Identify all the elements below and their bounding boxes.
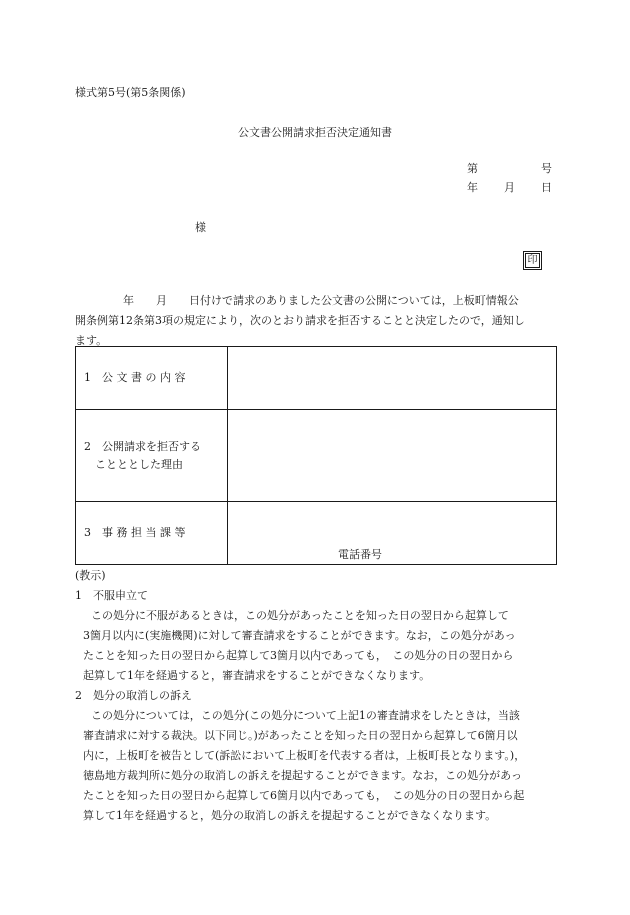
note-2-title: 2 処分の取消しの訴え bbox=[75, 689, 192, 702]
row-label-content: 1 公 文 書 の 内 容 bbox=[76, 347, 228, 410]
note-1-line: この処分に不服があるときは，この処分があったことを知った日の翌日から起算して bbox=[91, 609, 509, 622]
note-1-line: たことを知った日の翌日から起算して3箇月以内であっても， この処分の日の翌日から bbox=[83, 649, 514, 662]
body-paragraph bbox=[75, 291, 557, 351]
note-1-line: 3箇月以内に(実施機関)に対して審査請求をすることができます。なお，この処分があっ bbox=[83, 629, 516, 642]
row-value-department bbox=[228, 502, 557, 565]
number-label: 第 bbox=[467, 162, 478, 175]
row-label-department: 3 事 務 担 当 課 等 bbox=[76, 502, 228, 565]
row-label-reason-a: 2 公開請求を拒否する bbox=[84, 439, 201, 453]
table-row-department bbox=[76, 502, 557, 565]
seal-stamp bbox=[523, 251, 542, 270]
instruction-notes bbox=[75, 566, 557, 826]
date-year: 年 bbox=[467, 181, 478, 194]
date-day: 日 bbox=[541, 181, 552, 194]
body-line-3: ます。 bbox=[75, 334, 108, 347]
seal-mark: 印 bbox=[525, 253, 540, 268]
note-1-line: 起算して1年を経過すると，審査請求をすることができなくなります。 bbox=[83, 669, 431, 682]
row-label-reason-b: ことととした理由 bbox=[84, 457, 183, 471]
note-2-line: 徳島地方裁判所に処分の取消しの訴えを提起することができます。なお，この処分があっ bbox=[83, 769, 523, 782]
row-label-reason bbox=[76, 410, 228, 502]
table-row-reason bbox=[76, 410, 557, 502]
body-line-1 bbox=[75, 291, 557, 311]
date-month: 月 bbox=[504, 181, 515, 194]
note-2-line: この処分については，この処分(この処分について上記1の審査請求をしたときは，当該 bbox=[91, 709, 520, 722]
note-2-line: たことを知った日の翌日から起算して6箇月以内であっても， この処分の日の翌日から起 bbox=[83, 789, 525, 802]
table-row-content bbox=[76, 347, 557, 410]
row-value-content bbox=[228, 347, 557, 410]
document-number bbox=[467, 160, 552, 176]
body-line-2: 開条例第12条第3項の規定により，次のとおり請求を拒否することと決定したので，通知し bbox=[75, 314, 525, 327]
phone-number-label: 電話番号 bbox=[338, 548, 382, 561]
note-2-line: 内に，上板町を被告として(訴訟において上板町を代表する者は，上板町長となります。)， bbox=[83, 749, 526, 762]
info-table bbox=[75, 346, 557, 565]
number-suffix: 号 bbox=[541, 162, 552, 175]
row-value-reason bbox=[228, 410, 557, 502]
addressee: 様 bbox=[195, 221, 206, 234]
body-month: 月 bbox=[156, 294, 167, 307]
notes-heading: (教示) bbox=[75, 569, 106, 582]
note-2-line: 審査請求に対する裁決。以下同じ。)があったことを知った日の翌日から起算して6箇月以 bbox=[83, 729, 518, 742]
note-2-line: 算して1年を経過すると，処分の取消しの訴えを提起することができなくなります。 bbox=[83, 809, 497, 822]
document-title: 公文書公開請求拒否決定通知書 bbox=[238, 126, 392, 139]
body-year: 年 bbox=[123, 294, 134, 307]
form-number-label: 様式第5号(第5条関係) bbox=[75, 86, 186, 99]
body-line-1-text: 日付けで請求のありました公文書の公開については，上板町情報公 bbox=[189, 294, 519, 307]
note-1-title: 1 不服申立て bbox=[75, 589, 148, 602]
document-date bbox=[467, 179, 552, 195]
